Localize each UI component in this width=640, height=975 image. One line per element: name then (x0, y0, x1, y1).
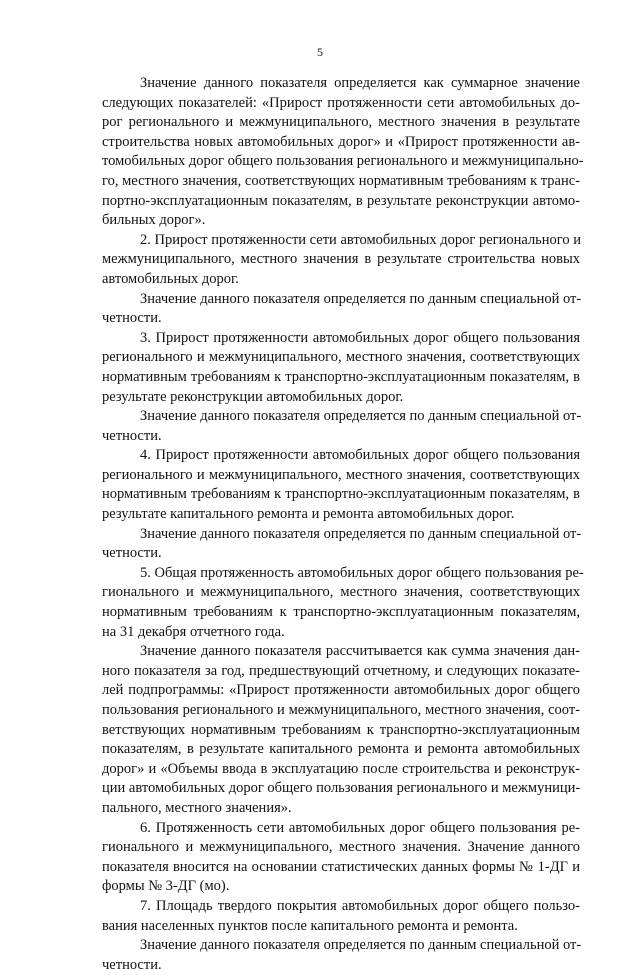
text-line: формы № 3-ДГ (мо). (102, 878, 230, 895)
page-number: 5 (317, 45, 323, 59)
paragraph (102, 290, 580, 329)
paragraph (102, 897, 580, 936)
text-line: гионального и межмуниципального, местного значения. Значение данного (102, 839, 580, 856)
text-line: ции автомобильных дорог общего пользования регионального и межмуници- (102, 780, 581, 797)
paragraph (102, 74, 584, 231)
text-line: пользования регионального и межмуниципального, местного значения, соот- (102, 702, 580, 718)
text-line: 6. Протяженность сети автомобильных дорог общего пользования ре- (140, 819, 580, 836)
paragraph (102, 446, 580, 524)
paragraph (102, 564, 584, 642)
text-line: Значение данного показателя определяется по данным специальной от- (140, 937, 582, 954)
paragraph (102, 525, 580, 564)
paragraph (102, 936, 580, 975)
text-line: Значение данного показателя определяется по данным специальной от- (140, 525, 582, 542)
text-line: регионального и межмуниципального, местного значения, соответствующих (102, 349, 580, 366)
text-line: 2. Прирост протяженности сети автомобильных дорог регионального и (140, 231, 582, 248)
body-text (102, 74, 584, 975)
text-line: 4. Прирост протяженности автомобильных дорог общего пользования (140, 447, 580, 464)
text-line: межмуниципального, местного значения в результате строительства новых (102, 251, 580, 268)
text-line: ветствующих нормативным требованиям к транспортно-эксплуатационным (102, 721, 580, 738)
text-line: нормативным требованиям к транспортно-эксплуатационным показателям, (102, 604, 580, 621)
text-line: 3. Прирост протяженности автомобильных дорог общего пользования (140, 329, 580, 346)
text-line: дорог» и «Объемы ввода в эксплуатацию после строительства и реконструк- (102, 760, 580, 777)
text-line: показателя вносится на основании статистических данных формы № 1-ДГ и (102, 858, 580, 875)
text-line: четности. (102, 427, 162, 444)
text-line: четности. (102, 310, 162, 327)
text-line: на 31 декабря отчетного года. (102, 623, 285, 640)
paragraph (102, 407, 580, 446)
paragraph (102, 231, 580, 290)
text-line: строительства новых автомобильных дорог» и «Прирост протяженности ав- (102, 133, 580, 150)
text-line: Значение данного показателя определяется по данным специальной от- (140, 290, 582, 307)
text-line: Значение данного показателя определяется по данным специальной от- (140, 408, 582, 425)
text-line: 7. Площадь твердого покрытия автомобильных дорог общего пользо- (140, 897, 580, 914)
text-line: лей подпрограммы: «Прирост протяженности автомобильных дорог общего (102, 682, 580, 699)
paragraph (102, 329, 580, 407)
text-line: Значение данного показателя рассчитывается как сумма значения дан- (140, 643, 580, 660)
text-line: портно-эксплуатационным показателям, в результате реконструкции автомо- (102, 192, 580, 209)
text-line: нормативным требованиям к транспортно-эксплуатационным показателям, в (102, 368, 580, 385)
text-line: гионального и межмуниципального, местного значения, соответствующих (102, 584, 580, 601)
text-line: Значение данного показателя определяется как суммарное значение (140, 75, 580, 91)
text-line: ного показателя за год, предшествующий отчетному, и следующих показате- (102, 662, 580, 679)
text-line: пального, местного значения». (102, 799, 292, 816)
paragraph (102, 642, 580, 818)
text-line: бильных дорог». (102, 212, 206, 229)
text-line: нормативным требованиям к транспортно-эксплуатационным показателям, в (102, 486, 580, 503)
text-line: рог регионального и межмуниципального, местного значения в результате (102, 114, 580, 131)
text-line: следующих показателей: «Прирост протяженности сети автомобильных до- (102, 94, 580, 111)
text-line: регионального и межмуниципального, местного значения, соответствующих (102, 466, 580, 483)
paragraph (102, 819, 580, 897)
text-line: результате капитального ремонта и ремонта автомобильных дорог. (102, 506, 515, 523)
text-line: го, местного значения, соответствующих нормативным требованиям к транс- (102, 172, 580, 189)
text-line: результате реконструкции автомобильных дорог. (102, 388, 404, 405)
text-line: четности. (102, 956, 162, 973)
text-line: автомобильных дорог. (102, 270, 239, 287)
text-line: вания населенных пунктов после капитального ремонта и ремонта. (102, 917, 518, 934)
text-line: томобильных дорог общего пользования регионального и межмуниципально- (102, 153, 584, 170)
text-line: 5. Общая протяженность автомобильных дорог общего пользования ре- (140, 564, 584, 581)
text-line: четности. (102, 545, 162, 562)
text-line: показателям, в результате капитального ремонта и ремонта автомобильных (102, 741, 580, 758)
